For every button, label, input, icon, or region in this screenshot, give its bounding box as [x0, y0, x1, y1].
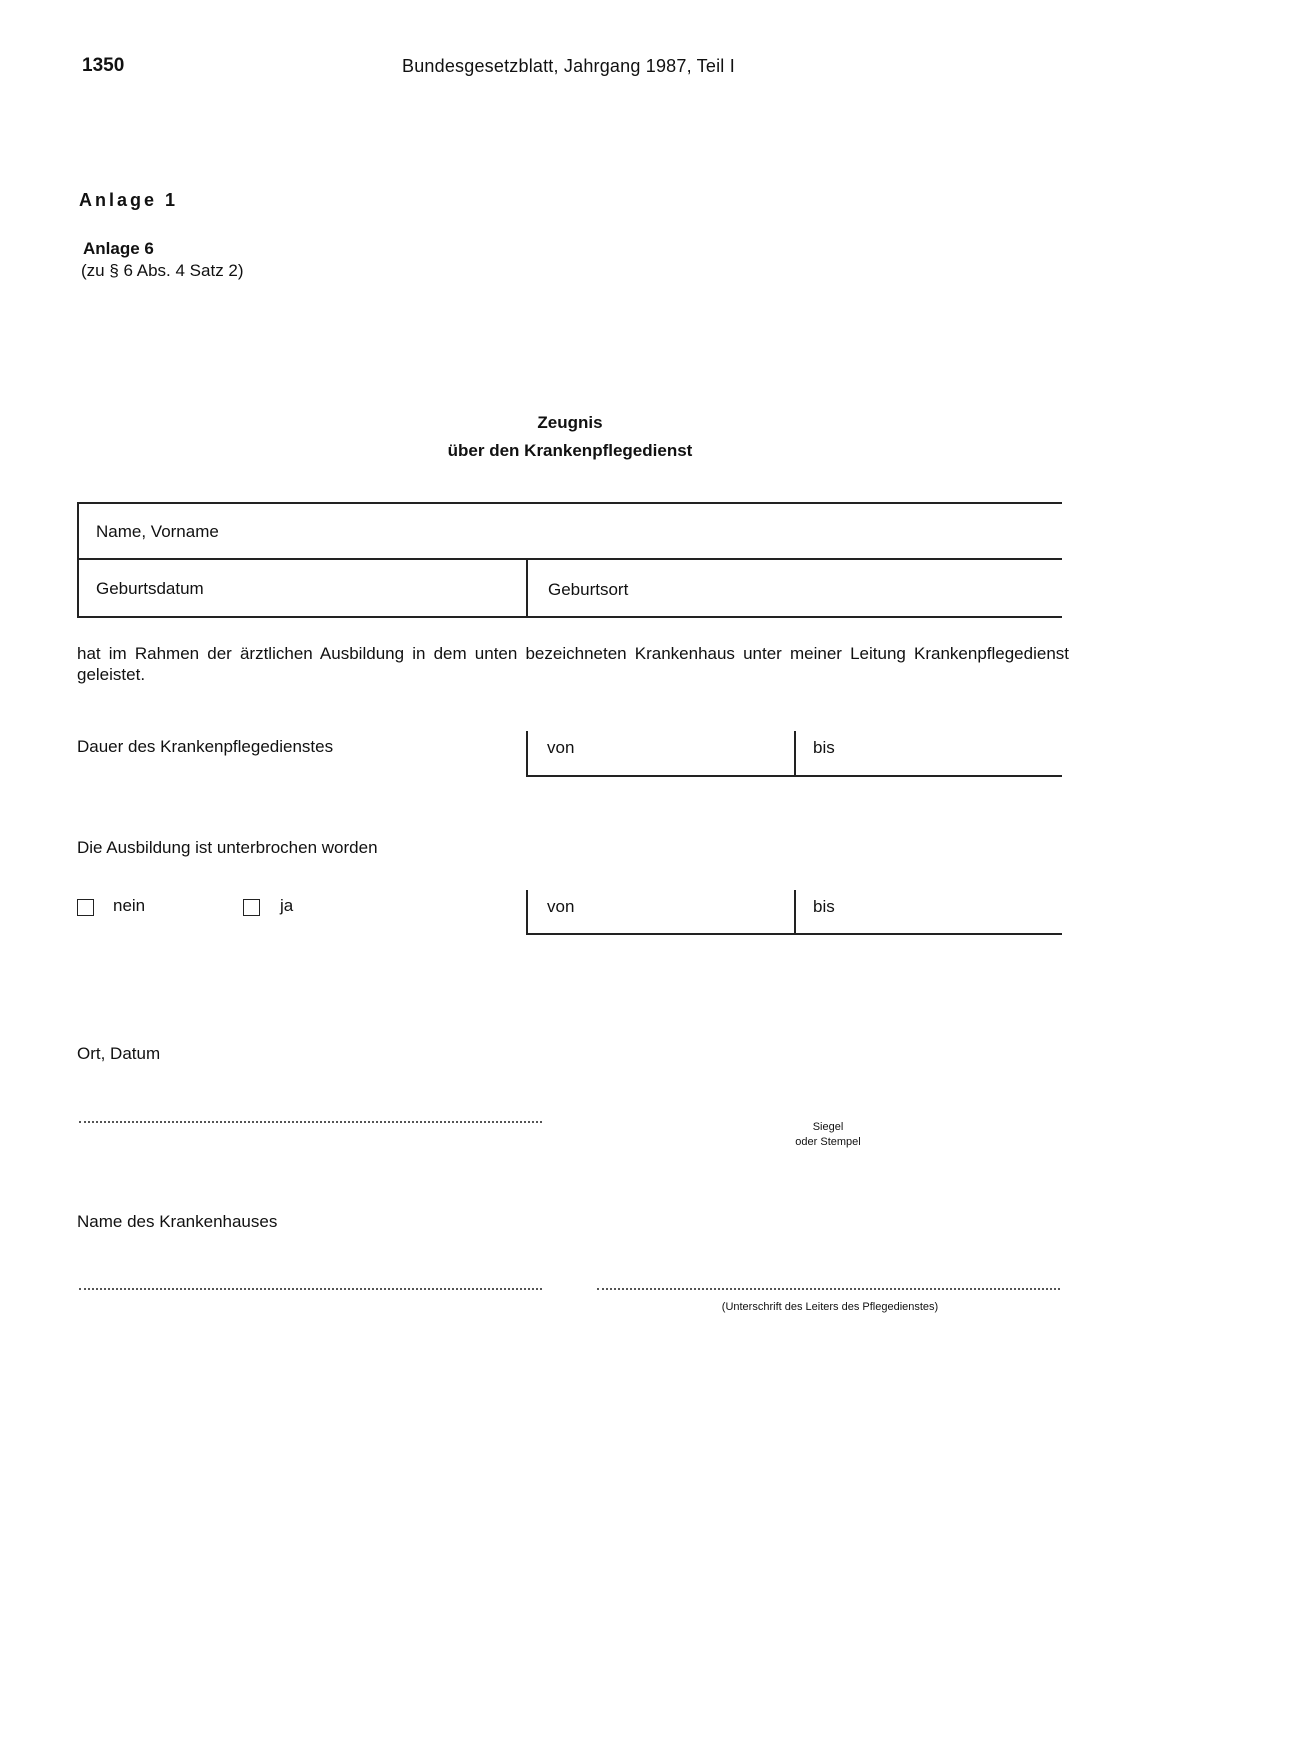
document-subtitle: über den Krankenpflegedienst	[447, 441, 693, 460]
interruption-divider	[794, 890, 796, 934]
interruption-bottom-border	[526, 933, 1062, 935]
document-title: Zeugnis	[537, 413, 603, 432]
interruption-yes-checkbox[interactable]	[243, 899, 260, 916]
running-head: Bundesgesetzblatt, Jahrgang 1987, Teil I	[402, 56, 735, 76]
interruption-label: Die Ausbildung ist unterbrochen worden	[77, 838, 378, 857]
duration-left-border	[526, 731, 528, 777]
interruption-no-label: nein	[113, 896, 146, 915]
annex-6-reference: (zu § 6 Abs. 4 Satz 2)	[81, 261, 244, 280]
page-number: 1350	[82, 55, 125, 76]
box-middle-border	[77, 558, 1062, 560]
signature-line[interactable]	[597, 1288, 1060, 1290]
hospital-name-line[interactable]	[79, 1288, 542, 1290]
annex-1-label: Anlage 1	[79, 190, 179, 210]
interruption-to-field[interactable]: bis	[813, 897, 835, 916]
place-date-label: Ort, Datum	[77, 1044, 161, 1063]
interruption-no-checkbox[interactable]	[77, 899, 94, 916]
duration-label: Dauer des Krankenpflegedienstes	[77, 737, 334, 756]
duration-to-field[interactable]: bis	[813, 738, 835, 757]
box-column-divider	[526, 558, 528, 617]
seal-label: Siegel	[812, 1121, 844, 1133]
interruption-left-border	[526, 890, 528, 934]
interruption-yes-label: ja	[280, 896, 294, 915]
box-bottom-border	[77, 616, 1062, 618]
signature-caption: (Unterschrift des Leiters des Pflegedienstes)	[721, 1301, 939, 1313]
stamp-label: oder Stempel	[795, 1136, 861, 1148]
interruption-from-field[interactable]: von	[547, 897, 575, 916]
box-top-border	[77, 502, 1062, 504]
birth-place-field[interactable]: Geburtsort	[548, 580, 629, 599]
duration-bottom-border	[526, 775, 1062, 777]
duration-divider	[794, 731, 796, 777]
place-date-line[interactable]	[79, 1121, 542, 1123]
duration-from-field[interactable]: von	[547, 738, 575, 757]
hospital-name-label: Name des Krankenhauses	[77, 1212, 278, 1231]
name-field[interactable]: Name, Vorname	[96, 522, 219, 541]
statement-paragraph: hat im Rahmen der ärztlichen Ausbildung in dem unten bezeichneten Krankenhaus unter meiner Leitung Krankenpflegedienst geleistet.	[77, 644, 1069, 684]
annex-6-label: Anlage 6	[83, 239, 154, 258]
birth-date-field[interactable]: Geburtsdatum	[96, 579, 204, 598]
box-left-border	[77, 502, 79, 617]
